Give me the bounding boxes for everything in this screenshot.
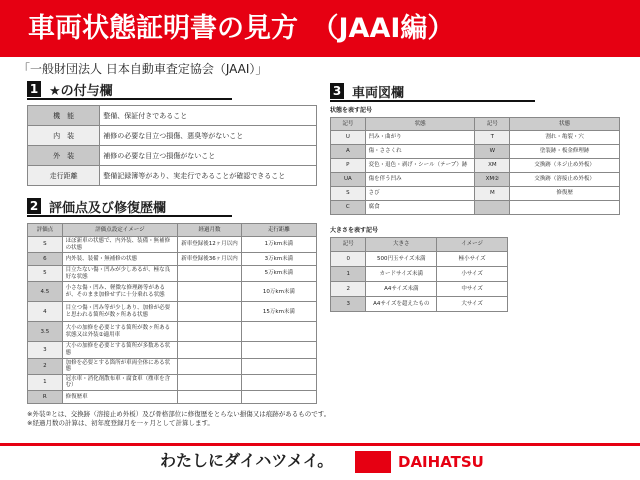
table-cell: 補修の必要な目立つ損傷がないこと <box>100 146 317 166</box>
table-cell: 1 <box>28 374 63 390</box>
table-cell: 大サイズ <box>437 297 508 312</box>
table-cell: 小さな傷・凹み、軽微な修理跡等があるが、そのまま加修せずに十分乗れる状態 <box>62 282 178 302</box>
header-row <box>28 224 317 237</box>
column-header: 状態 <box>510 118 620 131</box>
table-cell: 大小の加修を必要とする箇所が多数ある状態 <box>62 342 178 358</box>
table-cell: 中サイズ <box>437 282 508 297</box>
table-cell: 4 <box>28 302 63 322</box>
table-cell: 塗装跡・板金修理跡 <box>510 145 620 159</box>
divider <box>0 443 640 446</box>
table-cell: 交換跡（ネジ止め外板） <box>510 159 620 173</box>
table-cell: 極小サイズ <box>437 252 508 267</box>
table-row <box>28 266 317 282</box>
table-cell: 大小の加修を必要とする箇所が数ヶ所ある状態又は外装②適用車 <box>62 322 178 342</box>
footnote: ※経過月数の計算は、初年度登録月を一ヶ月として計算します。 <box>27 418 214 427</box>
table-cell: 目立たない傷・凹みが少しあるが、極な良好な状態 <box>62 266 178 282</box>
table-row <box>331 297 508 312</box>
table-cell: C <box>331 201 366 215</box>
table-cell <box>178 374 242 390</box>
table-cell: さび <box>365 187 475 201</box>
daihatsu-logo-icon <box>355 451 391 473</box>
section-number: 2 <box>27 198 41 214</box>
table-cell: W <box>475 145 510 159</box>
table-row <box>28 237 317 253</box>
table-cell: 修復歴 <box>510 187 620 201</box>
table-row <box>28 302 317 322</box>
section-2-heading <box>27 197 232 217</box>
table-cell <box>241 322 316 342</box>
table-cell: 冠水車・消化剤散布車・腐食車（塵車を含む） <box>62 374 178 390</box>
table-cell <box>510 201 620 215</box>
table-cell: 新車登録後36ヶ月以内 <box>178 253 242 266</box>
table-cell: 15万km未満 <box>241 302 316 322</box>
table-cell: XM <box>475 159 510 173</box>
table-row <box>331 267 508 282</box>
table-cell: 1 <box>331 267 366 282</box>
table-cell <box>178 282 242 302</box>
table-cell <box>178 266 242 282</box>
table-cell <box>241 358 316 374</box>
footnote: ※外装②とは、交換跡（溶接止め外板）及び骨格部位に修復歴をとらない損傷又は痕跡があるものです。 <box>27 409 331 418</box>
header-row <box>331 118 620 131</box>
column-header: イメージ <box>437 238 508 252</box>
table-cell: 0 <box>331 252 366 267</box>
table-cell: 腐食 <box>365 201 475 215</box>
column-header: 記号 <box>475 118 510 131</box>
table-cell: 4.5 <box>28 282 63 302</box>
table-cell: 500円玉サイズ未満 <box>366 252 437 267</box>
table-cell: T <box>475 131 510 145</box>
table-row <box>331 282 508 297</box>
footnotes <box>27 410 617 428</box>
table-cell: UA <box>331 173 366 187</box>
section-title: ★の付与欄 <box>49 83 113 99</box>
table-cell <box>475 201 510 215</box>
page-title: 車両状態証明書の見方 （JAAI編） <box>0 0 640 57</box>
table-cell: 3.5 <box>28 322 63 342</box>
table-cell: 5 <box>28 266 63 282</box>
table-cell: 傷・ささくれ <box>365 145 475 159</box>
table-cell: 3 <box>331 297 366 312</box>
table-row <box>331 145 620 159</box>
table-cell: U <box>331 131 366 145</box>
table-cell: 整備、保証付きであること <box>100 106 317 126</box>
table-cell: A4サイズ未満 <box>366 282 437 297</box>
table-cell: XM② <box>475 173 510 187</box>
table-cell: ほぼ新車の状態で、内外装、装備・無補修の状態 <box>62 237 178 253</box>
column-header: 記号 <box>331 118 366 131</box>
section-title: 車両図欄 <box>352 85 405 101</box>
table-cell: 10万km未満 <box>241 282 316 302</box>
table-cell <box>178 358 242 374</box>
table-cell: 新車登録後12ヶ月以内 <box>178 237 242 253</box>
table-row <box>28 106 317 126</box>
section-1-heading <box>27 80 232 100</box>
table-cell <box>178 322 242 342</box>
organization-name: 「一般財団法人 日本自動車査定協会（JAAI）」 <box>18 62 268 76</box>
column-header: 経過月数 <box>178 224 242 237</box>
table-cell: 傷を伴う凹み <box>365 173 475 187</box>
table-cell <box>241 374 316 390</box>
table-cell: 凹み・曲がり <box>365 131 475 145</box>
table-cell: 加修を必要とする箇所が車両全体にある状態 <box>62 358 178 374</box>
table-cell: 3 <box>28 342 63 358</box>
table-cell <box>178 342 242 358</box>
column-header: 評価点 <box>28 224 63 237</box>
table-cell <box>241 342 316 358</box>
table-cell: 目立つ傷・凹み等が少しあり、加修が必要と思われる箇所が数ヶ所ある状態 <box>62 302 178 322</box>
column-header: 記号 <box>331 238 366 252</box>
table-row <box>28 390 317 403</box>
table-row <box>28 146 317 166</box>
table-row <box>28 342 317 358</box>
table-cell: 外 装 <box>28 146 100 166</box>
table-cell: 内外装、装備・無補修の状態 <box>62 253 178 266</box>
table-row <box>331 187 620 201</box>
table-row <box>331 201 620 215</box>
table-cell <box>178 390 242 403</box>
table-cell: 機 能 <box>28 106 100 126</box>
right-column <box>330 82 620 312</box>
table-cell: S <box>331 187 366 201</box>
table-row <box>28 322 317 342</box>
column-header: 大きさ <box>366 238 437 252</box>
table-cell: 2 <box>331 282 366 297</box>
condition-symbol-table <box>330 117 620 215</box>
table-row <box>331 252 508 267</box>
size-symbols-label: 大きさを表す記号 <box>330 227 379 234</box>
table-cell: 修復歴車 <box>62 390 178 403</box>
condition-symbols-label: 状態を表す記号 <box>330 107 373 114</box>
table-row <box>28 374 317 390</box>
section-title: 評価点及び修復歴欄 <box>49 200 167 216</box>
section-3-heading <box>330 82 535 102</box>
table-row <box>28 358 317 374</box>
table-row <box>28 282 317 302</box>
table-cell: 補修の必要な目立つ損傷、悪臭等がないこと <box>100 126 317 146</box>
table-cell: 割れ・亀裂・穴 <box>510 131 620 145</box>
table-cell <box>241 390 316 403</box>
column-header: 評価点設定イメージ <box>62 224 178 237</box>
grade-table <box>27 223 317 404</box>
column-header: 状態 <box>365 118 475 131</box>
table-cell: S <box>28 237 63 253</box>
table-cell: カードサイズ未満 <box>366 267 437 282</box>
table-row <box>28 253 317 266</box>
table-cell: 走行距離 <box>28 166 100 186</box>
table-cell: A <box>331 145 366 159</box>
column-header: 走行距離 <box>241 224 316 237</box>
header-row <box>331 238 508 252</box>
table-cell: A4サイズを超えたもの <box>366 297 437 312</box>
table-cell: 交換跡（溶接止め外板） <box>510 173 620 187</box>
brand-name: DAIHATSU <box>398 453 484 471</box>
table-cell: 1万km未満 <box>241 237 316 253</box>
table-cell: 3万km未満 <box>241 253 316 266</box>
table-cell: 内 装 <box>28 126 100 146</box>
star-table <box>27 105 317 186</box>
table-row <box>331 159 620 173</box>
size-symbol-table <box>330 237 508 312</box>
table-cell: 5万km未満 <box>241 266 316 282</box>
table-cell <box>178 302 242 322</box>
table-cell: 2 <box>28 358 63 374</box>
table-row <box>28 166 317 186</box>
section-number: 3 <box>330 83 344 99</box>
table-row <box>331 173 620 187</box>
left-column <box>27 80 331 428</box>
table-cell: 6 <box>28 253 63 266</box>
table-cell: P <box>331 159 366 173</box>
table-row <box>331 131 620 145</box>
table-cell: R <box>28 390 63 403</box>
table-row <box>28 126 317 146</box>
section-number: 1 <box>27 81 41 97</box>
table-cell: 変色・退色・剥げ・シール（テープ）跡 <box>365 159 475 173</box>
table-cell: M <box>475 187 510 201</box>
table-cell: 小サイズ <box>437 267 508 282</box>
slogan: わたしにダイハツメイ。 <box>160 451 334 470</box>
table-cell: 整備記録簿等があり、実走行であることが確認できること <box>100 166 317 186</box>
